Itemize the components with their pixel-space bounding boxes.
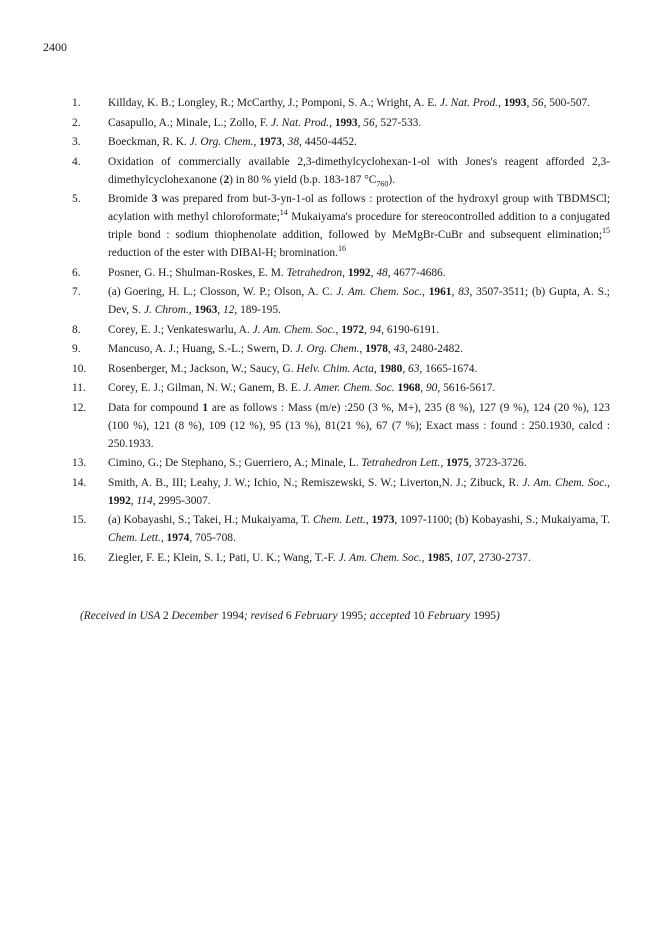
reference-number: 6. <box>72 266 81 279</box>
reference-text-segment: 2 <box>223 173 230 186</box>
reference-text <box>108 454 610 472</box>
reference-text-segment: , <box>421 551 428 564</box>
reference-text-segment: , <box>359 343 366 355</box>
received-note-segment: 6 <box>285 610 292 622</box>
reference-text-segment: , 527-533. <box>374 116 422 129</box>
reference-text-segment: , <box>329 116 335 129</box>
reference-text-segment: 12 <box>222 304 235 316</box>
reference-text-segment: Cimino, G.; De Stephano, S.; Guerriero, A.; Minale, L. <box>108 457 362 469</box>
reference-text-segment: J. Am. Chem. Soc. <box>336 286 423 298</box>
reference-entry <box>72 454 610 472</box>
reference-text-segment: , <box>335 323 342 336</box>
reference-text-segment: 94 <box>369 323 382 336</box>
reference-text-segment: J. Amer. Chem. Soc. <box>303 382 395 394</box>
reference-number: 4. <box>72 155 81 168</box>
reference-text-segment: Oxidation of commercially available 2,3-dimethylcyclohexan-1-ol with Jones's reagent afforded 2,3-dimethylcyclohexanone ( <box>108 155 610 186</box>
reference-text-segment: , <box>160 532 167 544</box>
reference-text-segment: , <box>253 136 260 148</box>
reference-text-segment: , <box>402 362 409 375</box>
reference-text <box>108 133 610 151</box>
reference-text-segment: Tetrahedron Lett. <box>361 457 441 469</box>
reference-text-segment: 760 <box>376 178 389 188</box>
reference-text-segment: Corey, E. J.; Venkateswarlu, A. <box>108 323 253 336</box>
reference-entry <box>72 360 610 378</box>
reference-entry <box>72 399 610 453</box>
reference-number: 7. <box>72 286 81 298</box>
received-note-segment: ; revised <box>243 610 286 622</box>
reference-text-segment: 1975 <box>446 457 469 469</box>
reference-text-segment: , <box>357 116 364 129</box>
reference-text-segment: , <box>188 304 195 316</box>
reference-text-segment: Corey, E. J.; Gilman, N. W.; Ganem, B. E. <box>108 382 304 394</box>
reference-entry <box>72 133 610 151</box>
reference-text <box>108 399 610 453</box>
reference-text-segment: , 2730-2737. <box>472 551 531 564</box>
reference-text-segment: , <box>364 323 370 336</box>
reference-text-segment: was prepared from but-3-yn-1-ol as follows : protection of the hydroxyl group with TBDMSCl; acylation with methyl chloroformate; <box>108 193 610 223</box>
reference-text-segment: , 189-195. <box>234 304 281 316</box>
reference-text-segment: 114 <box>136 494 153 507</box>
reference-text-segment: , <box>373 362 380 375</box>
reference-text-segment: 1985 <box>427 551 451 564</box>
reference-text-segment: J. Am. Chem. Soc. <box>252 323 336 336</box>
reference-text-segment: 1992 <box>347 266 371 279</box>
reference-number: 12. <box>72 401 87 414</box>
reference-entry <box>72 153 610 189</box>
reference-text-segment: 1980 <box>379 362 403 375</box>
reference-text-segment: , <box>440 457 447 469</box>
reference-text-segment: 56 <box>363 116 375 129</box>
reference-text-segment: J. Am. Chem. Soc. <box>338 551 422 564</box>
reference-text-segment: Posner, G. H.; Shulman-Roskes, E. M. <box>108 266 287 279</box>
reference-text-segment: Boeckman, R. K. <box>108 136 190 148</box>
reference-text-segment: 1993 <box>503 97 527 109</box>
reference-text-segment: Rosenberger, M.; Jackson, W.; Saucy, G. <box>108 362 297 375</box>
reference-text-segment: 14 <box>279 208 288 218</box>
reference-entry <box>72 379 610 397</box>
reference-text <box>108 474 610 510</box>
reference-text-segment: Tetrahedron <box>286 266 343 279</box>
reference-text-segment: Helv. Chim. Acta <box>296 362 374 375</box>
reference-entry <box>72 190 610 262</box>
reference-text-segment: 1972 <box>341 323 365 336</box>
reference-text-segment: , 3723-3726. <box>468 457 527 469</box>
reference-text-segment: 83 <box>458 286 470 298</box>
reference-text <box>108 283 610 319</box>
reference-text <box>108 114 610 132</box>
reference-text-segment: Data for compound <box>108 401 203 414</box>
reference-text-segment: (a) Kobayashi, S.; Takei, H.; Mukaiyama, T. <box>108 514 313 526</box>
reference-text-segment: (a) Goering, H. L.; Closson, W. P.; Olson, A. C. <box>108 286 337 298</box>
received-note-segment: February <box>424 610 474 622</box>
received-note-segment: February <box>291 610 341 622</box>
reference-text-segment: 1978 <box>365 343 388 355</box>
reference-text-segment: , <box>422 286 429 298</box>
reference-text-segment: 1973 <box>371 514 395 526</box>
reference-number: 8. <box>72 323 81 336</box>
reference-text-segment: J. Nat. Prod. <box>270 116 330 129</box>
reference-text-segment: , <box>498 97 504 109</box>
reference-text-segment: 1 <box>202 401 209 414</box>
reference-text-segment: 107 <box>455 551 473 564</box>
received-note-segment: (Received in USA <box>80 610 163 622</box>
reference-text-segment: are as follows : Mass (m/e) :250 (3 %, M+), 235 (8 %), 127 (9 %), 124 (20 %), 123 (100 %), 121 (8 %), 109 (12 %), 95 (13 %), 81(21 %), 67 (7 %); Exact mass : found : 250.1930, calcd : 250.1933. <box>108 401 610 450</box>
references-list <box>72 94 610 568</box>
reference-number: 2. <box>72 116 81 129</box>
reference-text-segment: ). <box>388 173 396 186</box>
reference-text-segment: , <box>420 382 426 394</box>
reference-text-segment: Mukaiyama's procedure for stereocontrolled addition to a conjugated triple bond : sodium thiophenolate addition, followed by MeMgBr-CuBr and subsequent elimination; <box>108 211 610 241</box>
reference-text <box>108 153 610 189</box>
reference-text-segment: 1974 <box>166 532 190 544</box>
reference-text <box>108 190 610 262</box>
reference-text-segment: 1973 <box>259 136 282 148</box>
reference-text-segment: J. Org. Chem. <box>189 136 254 148</box>
reference-entry <box>72 94 610 112</box>
received-dates-note <box>80 610 500 622</box>
received-note-segment: December <box>168 610 222 622</box>
reference-text-segment: 48 <box>376 266 388 279</box>
reference-text-segment: 1961 <box>428 286 452 298</box>
reference-number: 14. <box>72 476 87 489</box>
reference-text-segment: J. Org. Chem. <box>295 343 360 355</box>
reference-text-segment: , <box>365 514 372 526</box>
reference-text-segment: 63 <box>408 362 420 375</box>
reference-entry <box>72 114 610 132</box>
reference-text <box>108 360 610 378</box>
reference-text-segment: , <box>130 494 137 507</box>
reference-text-segment: 1992 <box>108 494 131 507</box>
reference-number: 3. <box>72 136 81 148</box>
reference-text <box>108 264 610 282</box>
received-note-segment: 10 <box>413 610 425 622</box>
reference-text-segment: , <box>370 266 377 279</box>
reference-entry <box>72 283 610 319</box>
reference-text-segment: , <box>451 286 459 298</box>
reference-number: 1. <box>72 97 81 109</box>
reference-number: 9. <box>72 343 81 355</box>
reference-text-segment: , 1097-1100; (b) Kobayashi, S.; Mukaiyama, T. <box>394 514 610 526</box>
reference-text <box>108 549 610 567</box>
reference-entry <box>72 511 610 547</box>
reference-number: 10. <box>72 362 87 375</box>
received-note-segment: 1994 <box>221 610 244 622</box>
reference-text-segment: , <box>387 343 394 355</box>
reference-text-segment: 16 <box>337 244 346 254</box>
received-note-segment: ) <box>495 610 500 622</box>
reference-text-segment: 43 <box>393 343 406 355</box>
reference-text-segment: Bromide <box>108 193 152 205</box>
reference-text-segment: , 2480-2482. <box>405 343 463 355</box>
reference-text-segment: reduction of the ester with DIBAl-H; bromination. <box>108 247 338 259</box>
reference-text-segment: 56 <box>532 97 544 109</box>
reference-text-segment: , 1665-1674. <box>419 362 478 375</box>
reference-text-segment: , 4450-4452. <box>299 136 357 148</box>
reference-text-segment: , <box>526 97 533 109</box>
reference-text-segment: 1968 <box>397 382 421 394</box>
reference-text-segment: Chem. Lett. <box>108 532 161 544</box>
reference-entry <box>72 474 610 510</box>
reference-text-segment: 1993 <box>334 116 358 129</box>
reference-text-segment: Chem. Lett. <box>312 514 366 526</box>
reference-text-segment: , 500-507. <box>543 97 591 109</box>
reference-text-segment: 3 <box>151 193 158 205</box>
reference-text-segment: Mancuso, A. J.; Huang, S.-L.; Swern, D. <box>108 343 296 355</box>
reference-text-segment: J. Chrom. <box>143 304 189 316</box>
reference-text-segment: , <box>281 136 288 148</box>
reference-text-segment: Ziegler, F. E.; Klein, S. I.; Pati, U. K.; Wang, T.-F. <box>108 551 339 564</box>
reference-text <box>108 379 610 397</box>
reference-text-segment: , 5616-5617. <box>437 382 496 394</box>
reference-text-segment: J. Am. Chem. Soc. <box>522 476 608 489</box>
received-note-segment: 1995 <box>340 610 364 622</box>
reference-text-segment: 38 <box>287 136 300 148</box>
reference-text-segment: 1963 <box>194 304 218 316</box>
reference-text <box>108 321 610 339</box>
reference-text <box>108 511 610 547</box>
reference-text <box>108 94 610 112</box>
reference-entry <box>72 321 610 339</box>
reference-text-segment: 90 <box>425 382 438 394</box>
page-number: 2400 <box>43 40 67 54</box>
reference-text-segment: , 6190-6191. <box>381 323 440 336</box>
reference-text-segment: Killday, K. B.; Longley, R.; McCarthy, J.; Pomponi, S. A.; Wright, A. E. <box>108 97 440 109</box>
reference-number: 16. <box>72 551 87 564</box>
reference-text-segment: ) in 80 % yield (b.p. 183-187 °C <box>229 173 377 186</box>
reference-text-segment: Smith, A. B., III; Leahy, J. W.; Ichio, N.; Remiszewski, S. W.; Liverton,N. J.; Zibuck, R. <box>108 476 523 489</box>
reference-text-segment: , <box>450 551 456 564</box>
reference-text-segment: , <box>342 266 348 279</box>
received-note-segment: 2 <box>162 610 169 622</box>
reference-number: 15. <box>72 514 87 526</box>
reference-number: 11. <box>72 382 86 394</box>
reference-text-segment: , 3507-3511; (b) Gupta, A. S.; Dev, S. <box>108 286 610 316</box>
reference-entry <box>72 340 610 358</box>
received-note-segment: ; accepted <box>363 610 414 622</box>
reference-text-segment: , 2995-3007. <box>152 494 211 507</box>
reference-text-segment: Casapullo, A.; Minale, L.; Zollo, F. <box>108 116 271 129</box>
reference-text-segment: J. Nat. Prod. <box>439 97 498 109</box>
reference-text-segment: , 4677-4686. <box>387 266 446 279</box>
reference-entry <box>72 549 610 567</box>
received-note-segment: 1995 <box>473 610 496 622</box>
reference-text <box>108 340 610 358</box>
reference-text-segment: , 705-708. <box>189 532 236 544</box>
reference-entry <box>72 264 610 282</box>
reference-text-segment: 15 <box>602 226 610 236</box>
reference-number: 5. <box>72 193 81 205</box>
reference-number: 13. <box>72 457 87 469</box>
reference-text-segment: , <box>607 476 610 489</box>
reference-text-segment: , <box>217 304 223 316</box>
